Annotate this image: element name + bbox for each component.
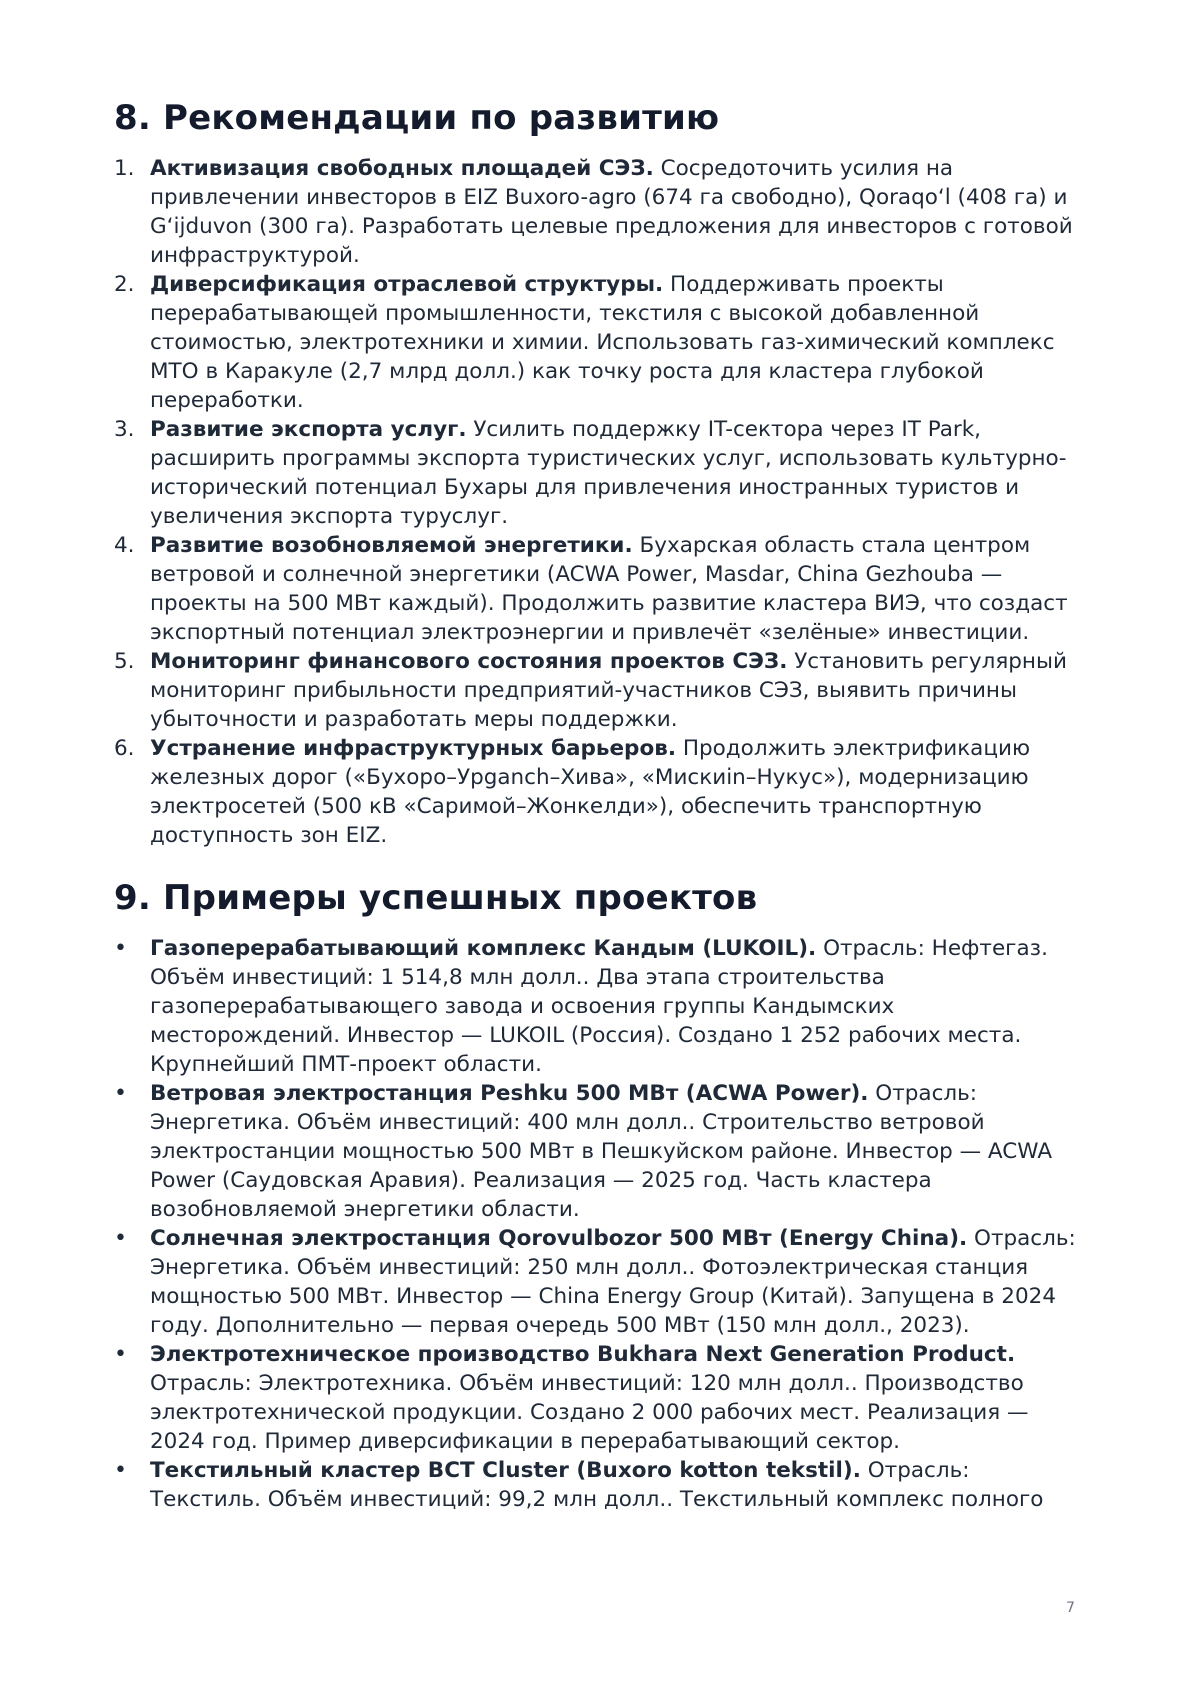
bullet-icon: • <box>114 936 127 961</box>
item-number: 2. <box>114 272 135 297</box>
item-text: Сосредоточить усилия на привлечении инвесторов в EIZ Buxoro-agro (674 га свободно), Qoraqo‘l (408 га) и G‘ijduvon (300 га). Разработать целевые предложения для инвесторов с готовой инфраструктурой. <box>150 156 1073 268</box>
item-text: Продолжить электрификацию железных дорог («Бухоро–Урganch–Хива», «Мискиin–Нукус»), модернизацию электросетей (500 кВ «Саримой–Жонкелди»), обеспечить транспортную доступность зон EIZ. <box>150 736 1031 848</box>
item-title: Электротехническое производство Bukhara Next Generation Product. <box>150 1342 1016 1367</box>
item-text: Отрасль: Электротехника. Объём инвестиций: 120 млн долл.. Производство электротехнической продукции. Создано 2 000 рабочих мест. Реализация — 2024 год. Пример диверсификации в перерабатывающий сектор. <box>150 1371 1029 1454</box>
item-title: Развитие возобновляемой энергетики. <box>150 533 633 558</box>
page-number: 7 <box>1066 1600 1075 1616</box>
list-item <box>114 1456 1086 1514</box>
item-title: Солнечная электростанция Qorovulbozor 500 МВт (Energy China). <box>150 1226 968 1251</box>
list-item <box>114 1079 1086 1224</box>
item-title: Развитие экспорта услуг. <box>150 417 467 442</box>
item-text: Усилить поддержку IT-сектора через IT Park, расширить программы экспорта туристических услуг, использовать культурно-исторический потенциал Бухары для привлечения иностранных туристов и увеличения экспорта туруслуг. <box>150 417 1067 529</box>
item-text: Установить регулярный мониторинг прибыльности предприятий-участников СЭЗ, выявить причины убыточности и разработать меры поддержки. <box>150 649 1067 732</box>
item-text: Отрасль: Энергетика. Объём инвестиций: 250 млн долл.. Фотоэлектрическая станция мощностью 500 МВт. Инвестор — China Energy Group (Китай). Запущена в 2024 году. Дополнительно — первая очередь 500 МВт (150 млн долл., 2023). <box>150 1226 1076 1338</box>
item-number: 3. <box>114 417 135 442</box>
item-number: 5. <box>114 649 135 674</box>
item-text: Отрасль: Нефтегаз. Объём инвестиций: 1 514,8 млн долл.. Два этапа строительства газоперерабатывающего завода и освоения группы Кандымских месторождений. Инвестор — LUKOIL (Россия). Создано 1 252 рабочих места. Крупнейший ПМТ-проект области. <box>150 936 1048 1077</box>
item-text: Бухарская область стала центром ветровой и солнечной энергетики (ACWA Power, Masdar, China Gezhouba — проекты на 500 МВт каждый). Продолжить развитие кластера ВИЭ, что создаст экспортный потенциал электроэнергии и привлечёт «зелёные» инвестиции. <box>150 533 1068 645</box>
item-title: Активизация свободных площадей СЭЗ. <box>150 156 654 181</box>
list-item <box>114 647 1086 734</box>
projects-list <box>114 934 1086 1514</box>
list-item <box>114 415 1086 531</box>
section-9-heading: 9. Примеры успешных проектов <box>114 878 758 918</box>
list-item <box>114 934 1086 1079</box>
item-title: Диверсификация отраслевой структуры. <box>150 272 664 297</box>
item-title: Текстильный кластер BCT Cluster (Buxoro kotton tekstil). <box>150 1458 861 1483</box>
page-content <box>114 96 1086 1514</box>
item-title: Мониторинг финансового состояния проектов СЭЗ. <box>150 649 788 674</box>
bullet-icon: • <box>114 1226 127 1251</box>
item-title: Устранение инфраструктурных барьеров. <box>150 736 676 761</box>
bullet-icon: • <box>114 1342 127 1367</box>
item-text: Поддерживать проекты перерабатывающей промышленности, текстиля с высокой добавленной стоимостью, электротехники и химии. Использовать газ-химический комплекс МТО в Каракуле (2,7 млрд долл.) как точку роста для кластера глубокой переработки. <box>150 272 1055 413</box>
recommendations-list <box>114 154 1086 850</box>
list-item <box>114 1340 1086 1456</box>
item-title: Ветровая электростанция Peshku 500 МВт (ACWA Power). <box>150 1081 869 1106</box>
bullet-icon: • <box>114 1081 127 1106</box>
list-item <box>114 531 1086 647</box>
list-item <box>114 734 1086 850</box>
item-title: Газоперерабатывающий комплекс Кандым (LUKOIL). <box>150 936 817 961</box>
item-number: 6. <box>114 736 135 761</box>
item-number: 4. <box>114 533 135 558</box>
bullet-icon: • <box>114 1458 127 1483</box>
item-text: Отрасль: Энергетика. Объём инвестиций: 400 млн долл.. Строительство ветровой электростанции мощностью 500 МВт в Пешкуйском районе. Инвестор — ACWA Power (Саудовская Аравия). Реализация — 2025 год. Часть кластера возобновляемой энергетики области. <box>150 1081 1053 1222</box>
list-item <box>114 270 1086 415</box>
item-text: Отрасль: Текстиль. Объём инвестиций: 99,2 млн долл.. Текстильный комплекс полного <box>150 1458 1044 1512</box>
list-item <box>114 154 1086 270</box>
list-item <box>114 1224 1086 1340</box>
item-number: 1. <box>114 156 135 181</box>
section-8-heading: 8. Рекомендации по развитию <box>114 98 720 138</box>
